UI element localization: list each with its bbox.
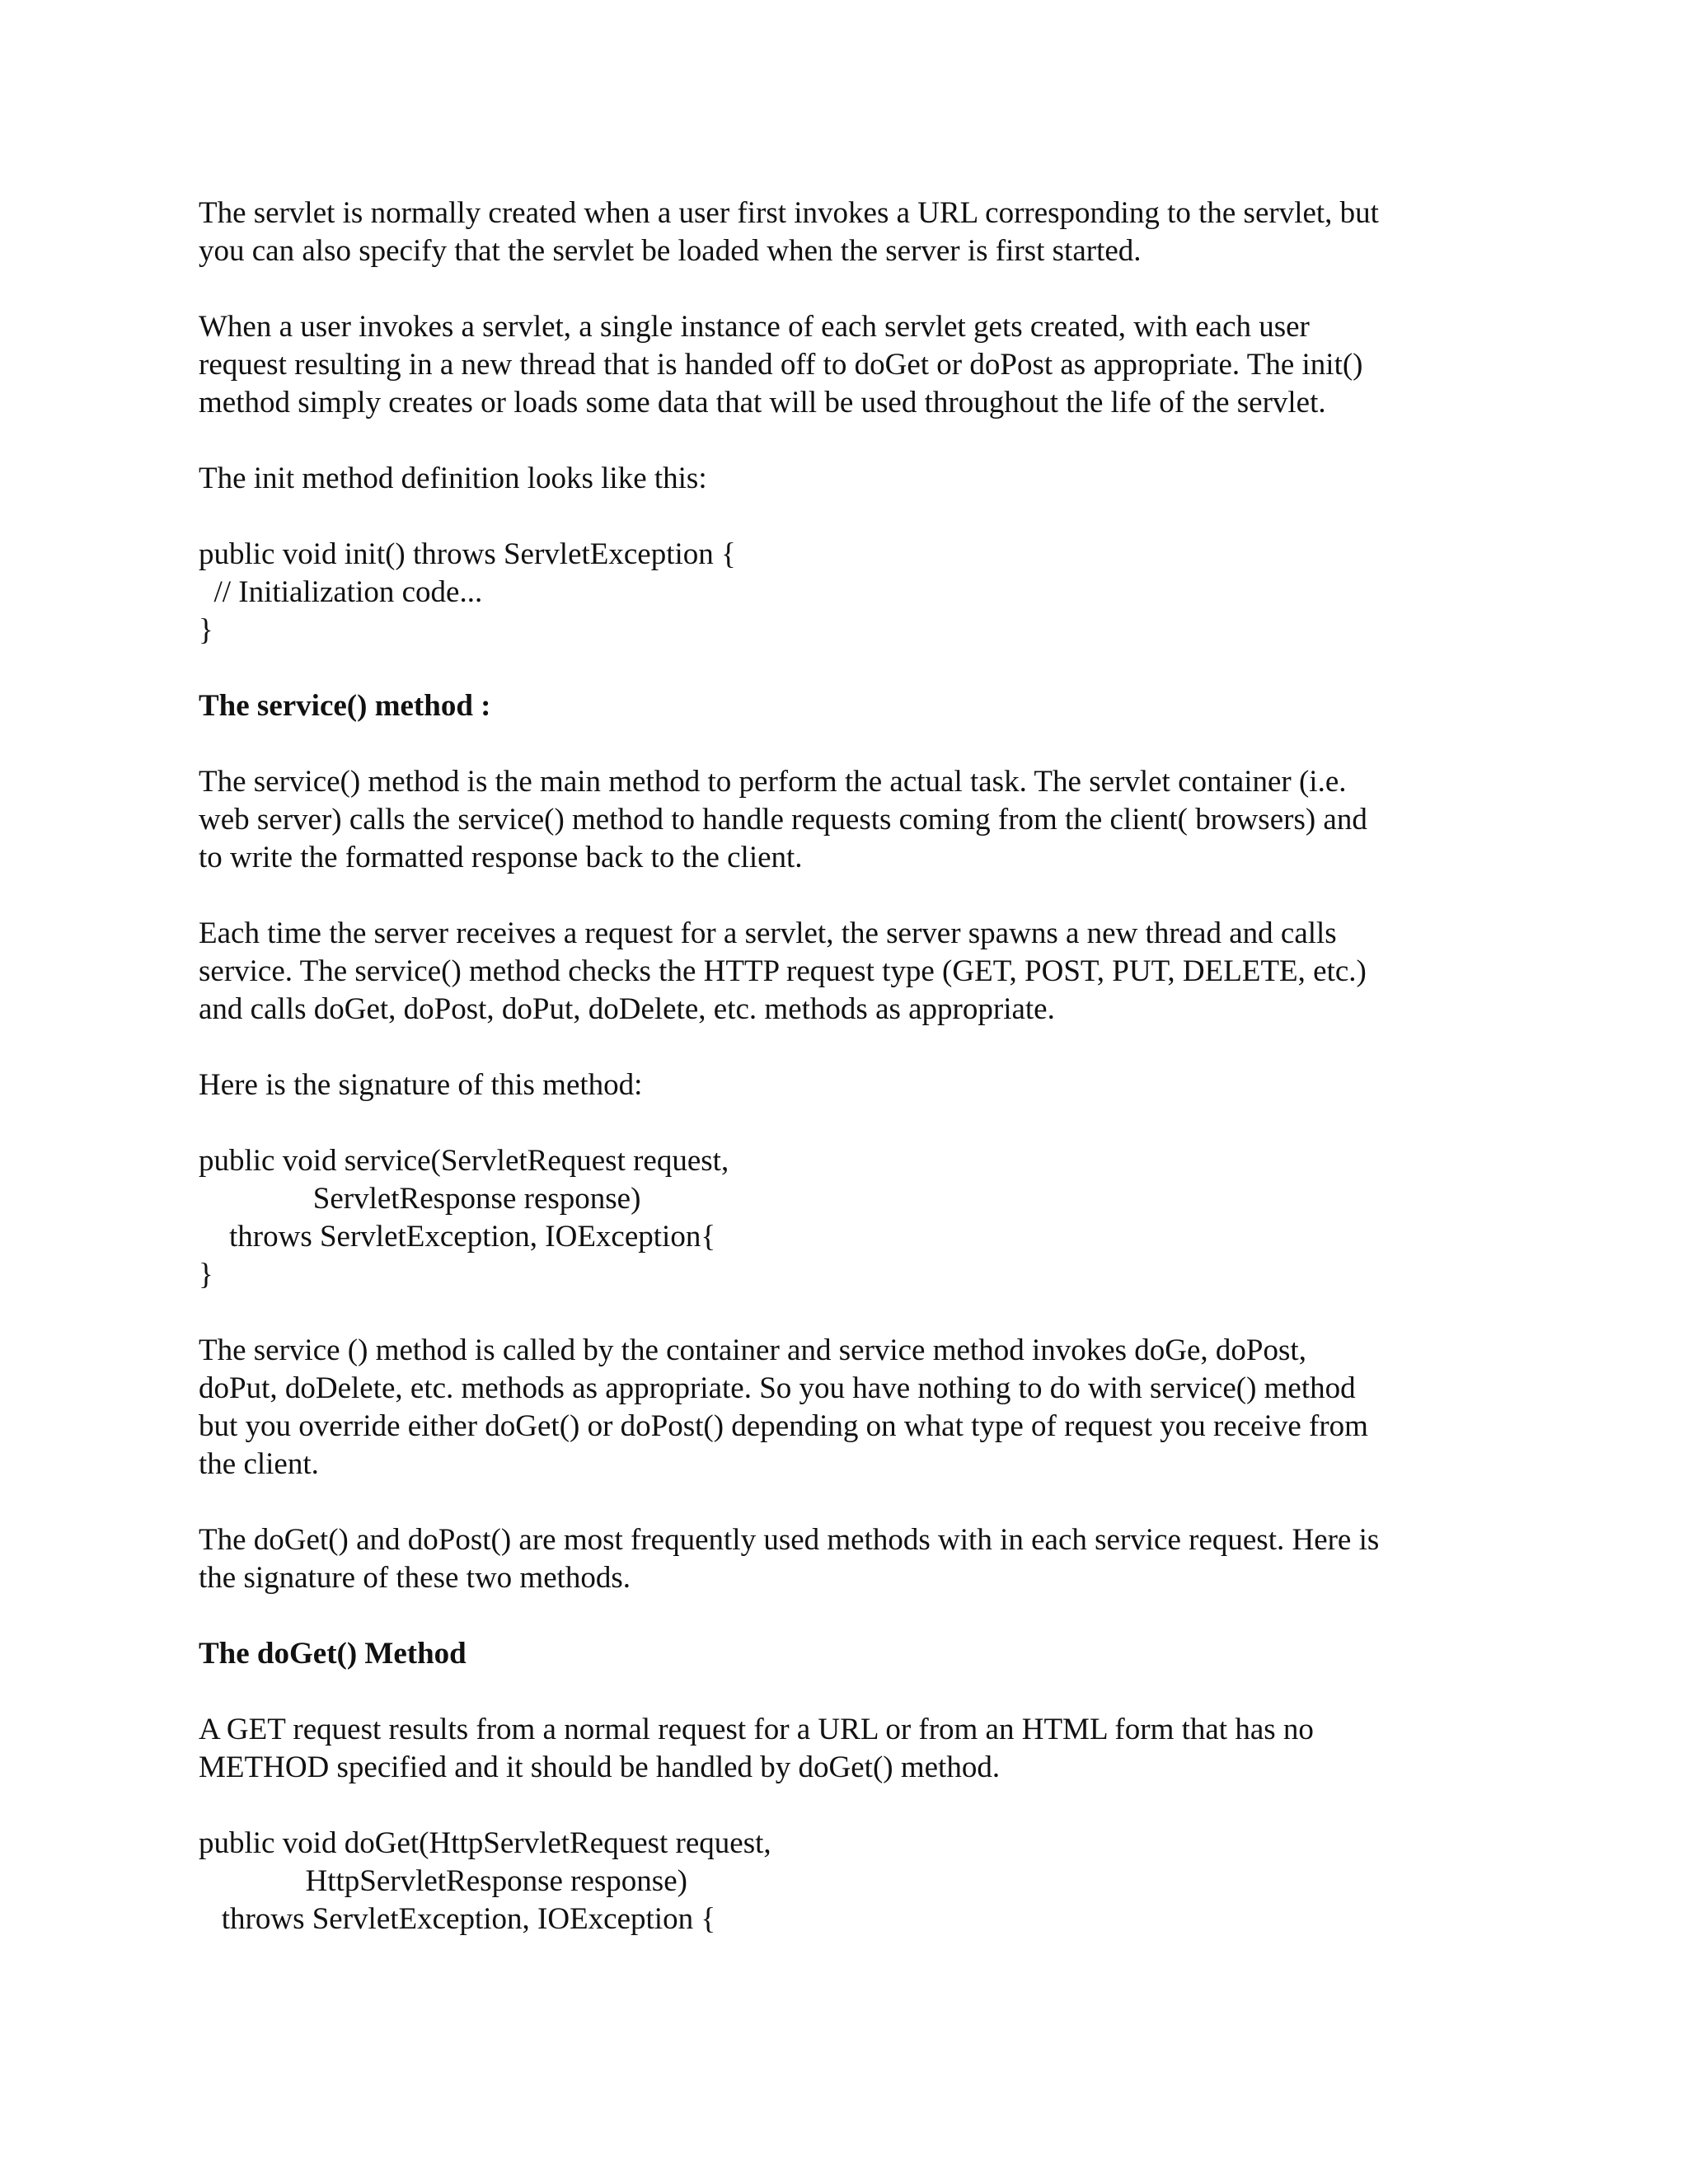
paragraph-service-main xyxy=(199,763,1484,877)
paragraph-service-override xyxy=(199,1332,1484,1483)
paragraph-get-request xyxy=(199,1711,1484,1787)
code-line: ServletResponse response) xyxy=(199,1182,641,1216)
code-line: HttpServletResponse response) xyxy=(199,1864,687,1898)
code-block-init xyxy=(199,536,1484,649)
section-heading-doget: The doGet() Method xyxy=(199,1637,467,1671)
text-line: the signature of these two methods. xyxy=(199,1561,631,1595)
text-line: to write the formatted response back to the client. xyxy=(199,841,803,874)
paragraph-doget-dopost xyxy=(199,1521,1484,1597)
text-line: doPut, doDelete, etc. methods as appropriate. So you have nothing to do with service() method xyxy=(199,1371,1356,1405)
text-line: web server) calls the service() method to handle requests coming from the client( browsers) and xyxy=(199,803,1367,837)
paragraph-init-intro xyxy=(199,460,1484,498)
text-line: Here is the signature of this method: xyxy=(199,1068,643,1102)
code-line: } xyxy=(199,613,213,647)
text-line: The servlet is normally created when a user first invokes a URL corresponding to the servlet, but xyxy=(199,196,1379,230)
code-line: public void doGet(HttpServletRequest request, xyxy=(199,1826,771,1860)
paragraph-servlet-creation xyxy=(199,194,1484,270)
text-line: The service () method is called by the container and service method invokes doGe, doPost, xyxy=(199,1333,1306,1367)
section-heading-service: The service() method : xyxy=(199,689,491,723)
text-line: request resulting in a new thread that is handed off to doGet or doPost as appropriate. The init() xyxy=(199,348,1363,382)
text-line: The init method definition looks like this: xyxy=(199,462,707,495)
document-body xyxy=(199,194,1484,1938)
text-line: The doGet() and doPost() are most frequently used methods with in each service request. Here is xyxy=(199,1523,1380,1557)
text-line: Each time the server receives a request for a servlet, the server spawns a new thread and calls xyxy=(199,916,1337,950)
text-line: method simply creates or loads some data that will be used throughout the life of the servlet. xyxy=(199,386,1326,419)
text-line: The service() method is the main method to perform the actual task. The servlet container (i.e. xyxy=(199,765,1347,799)
code-line: // Initialization code... xyxy=(199,575,483,609)
paragraph-servlet-instance xyxy=(199,308,1484,422)
code-block-service xyxy=(199,1142,1484,1294)
text-line: and calls doGet, doPost, doPut, doDelete, etc. methods as appropriate. xyxy=(199,992,1055,1026)
code-line: throws ServletException, IOException{ xyxy=(199,1220,716,1254)
paragraph-signature-intro xyxy=(199,1066,1484,1104)
code-block-doget xyxy=(199,1825,1484,1938)
text-line: you can also specify that the servlet be loaded when the server is first started. xyxy=(199,234,1142,268)
code-line: public void service(ServletRequest request, xyxy=(199,1144,729,1178)
code-line: } xyxy=(199,1258,213,1291)
text-line: A GET request results from a normal request for a URL or from an HTML form that has no xyxy=(199,1713,1314,1746)
text-line: When a user invokes a servlet, a single instance of each servlet gets created, with each user xyxy=(199,310,1310,344)
text-line: the client. xyxy=(199,1447,319,1481)
paragraph-service-thread xyxy=(199,915,1484,1029)
text-line: but you override either doGet() or doPost() depending on what type of request you receive from xyxy=(199,1409,1368,1443)
text-line: METHOD specified and it should be handled by doGet() method. xyxy=(199,1750,1001,1784)
text-line: service. The service() method checks the HTTP request type (GET, POST, PUT, DELETE, etc.) xyxy=(199,954,1367,988)
code-line: throws ServletException, IOException { xyxy=(199,1902,716,1936)
code-line: public void init() throws ServletException { xyxy=(199,537,736,571)
